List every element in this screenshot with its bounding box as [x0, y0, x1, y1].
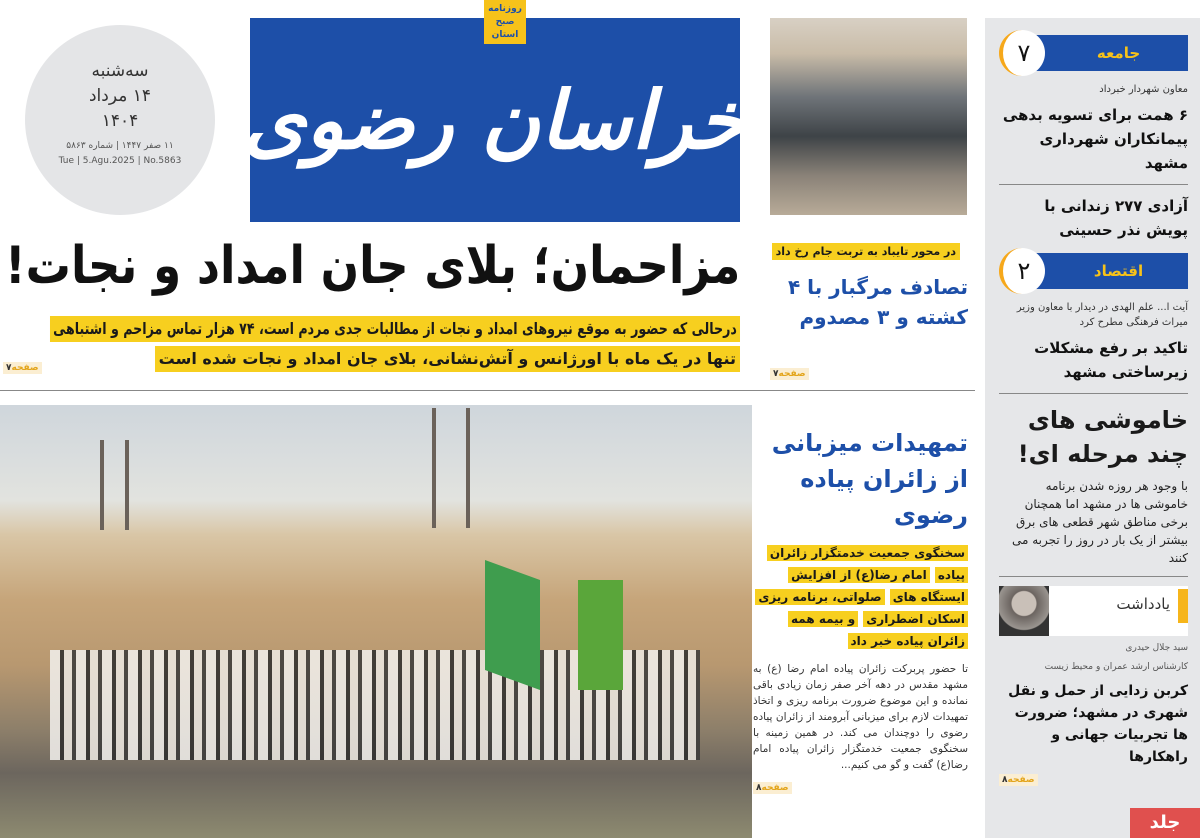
section-header-economy [999, 248, 1188, 294]
issue-gregorian: Tue | 5.Agu.2025 | No.5863 [58, 156, 182, 166]
sub-line: امام رضا(ع) از افزایش ایستگاه های [788, 567, 968, 605]
author-avatar [999, 586, 1049, 636]
divider [999, 393, 1188, 394]
note-page-ref [999, 774, 1038, 786]
story-headline: آزادی ۲۷۷ زندانی با پویش نذر حسینی [1044, 197, 1188, 239]
lead-page-ref [3, 362, 42, 374]
masthead-tagline: روزنامه صبح استان [484, 0, 526, 44]
section-title: اقتصاد [1031, 253, 1188, 289]
feature-headline: خاموشی های چند مرحله ای! [1017, 406, 1188, 468]
note-author-role: کارشناس ارشد عمران و محیط زیست [1044, 662, 1188, 672]
page-label: صفحه [11, 363, 39, 373]
pilgrims-page-ref [753, 782, 792, 794]
crash-page-ref [770, 368, 809, 380]
page-number: ۸ [1002, 775, 1008, 785]
story-kicker: معاون شهردار خبرداد [1099, 84, 1188, 95]
masthead [242, 18, 748, 222]
crash-photo [770, 18, 967, 215]
masthead-logo: خراسان رضوی [242, 73, 748, 167]
sub-line: و بیمه همه زائران پیاده خبر داد [788, 611, 968, 649]
story-headline: ۶ همت برای تسویه بدهی پیمانکاران شهرداری مشهد [1002, 106, 1188, 172]
sub-line: صلواتی، برنامه ریزی اسکان اضطراری [755, 589, 968, 627]
year: ۱۴۰۴ [101, 111, 139, 131]
page-number: ۷ [6, 363, 12, 373]
section-page-number: ۷ [999, 30, 1045, 76]
utility-pole [466, 408, 470, 528]
note-headline: کربن زدایی از حمل و نقل شهری در مشهد؛ ضرورت ها تجربیات جهانی و راهکارها [1008, 683, 1188, 765]
day-month: ۱۴ مرداد [88, 86, 152, 106]
note-label-box [1049, 586, 1188, 636]
note-box [999, 586, 1188, 636]
green-flag [578, 580, 623, 690]
utility-pole [125, 440, 129, 530]
utility-pole [100, 440, 104, 530]
lead-headline: مزاحمان؛ بلای جان امداد و نجات! [4, 236, 740, 296]
note-label: یادداشت [1116, 595, 1170, 613]
story-headline: تاکید بر رفع مشکلات زیرساختی مشهد [1034, 339, 1188, 381]
note-author: سید جلال حیدری [1125, 643, 1188, 653]
watermark-logo: جلد [1130, 808, 1200, 838]
section-header-society [999, 30, 1188, 76]
date-badge [25, 25, 215, 215]
lead-sub-line: درحالی که حضور به موقع نیروهای امداد و نجات از مطالبات جدی مردم است، ۷۴ هزار تماس مزاحم و اشتباهی [50, 316, 740, 342]
issue-hijri: ۱۱ صفر ۱۴۴۷ | شماره ۵۸۶۳ [66, 141, 174, 151]
pilgrims-sub [753, 542, 968, 652]
divider [999, 576, 1188, 577]
pilgrims-photo [0, 405, 752, 838]
sub-line: سخنگوی جمعیت خدمتگزار زائران پیاده [767, 545, 968, 583]
pilgrims-headline: تمهیدات میزبانی از زائران پیاده رضوی [771, 429, 968, 529]
divider [999, 184, 1188, 185]
green-flag [485, 560, 540, 690]
page-number: ۷ [773, 369, 779, 379]
page-label: صفحه [1007, 775, 1035, 785]
page-number: ۸ [756, 783, 762, 793]
section-title: جامعه [1031, 35, 1188, 71]
sidebar [985, 18, 1200, 838]
weekday: سه‌شنبه [91, 61, 149, 81]
page-label: صفحه [778, 369, 806, 379]
page-label: صفحه [761, 783, 789, 793]
utility-pole [432, 408, 436, 528]
note-accent [1178, 589, 1188, 623]
crash-kicker: در محور تایباد به تربت جام رخ داد [772, 243, 960, 260]
pilgrims-column [753, 425, 968, 835]
feature-body: با وجود هر روزه شدن برنامه خاموشی ها در مشهد اما همچنان برخی مناطق شهر قطعی های برق بیشتر از یک بار در روز را تجربه می کنند [1012, 479, 1188, 565]
crash-headline: تصادف مرگبار با ۴ کشته و ۳ مصدوم [788, 275, 968, 329]
section-page-number: ۲ [999, 248, 1045, 294]
pilgrims-body: تا حضور پربرکت زائران پیاده امام رضا (ع) به مشهد مقدس در دهه آخر صفر زمان زیادی باقی نمانده و این موضوع ضرورت برنامه ریزی و اتخاذ تمهیدات لازم برای میزبانی آبرومند از زائران پیاده رضوی را دوچندان می کند. در همین زمینه با سخنگوی جمعیت خدمتگزار زائران پیاده امام رضا(ع) گفت و گو می کنیم... [753, 663, 968, 771]
divider [0, 390, 975, 391]
lead-sub-line: تنها در یک ماه با اورژانس و آتش‌نشانی، بلای جان امداد و نجات شده است [155, 346, 740, 372]
story-kicker: آیت ا... علم الهدی در دیدار با معاون وزیر میراث فرهنگی مطرح کرد [1016, 302, 1188, 328]
